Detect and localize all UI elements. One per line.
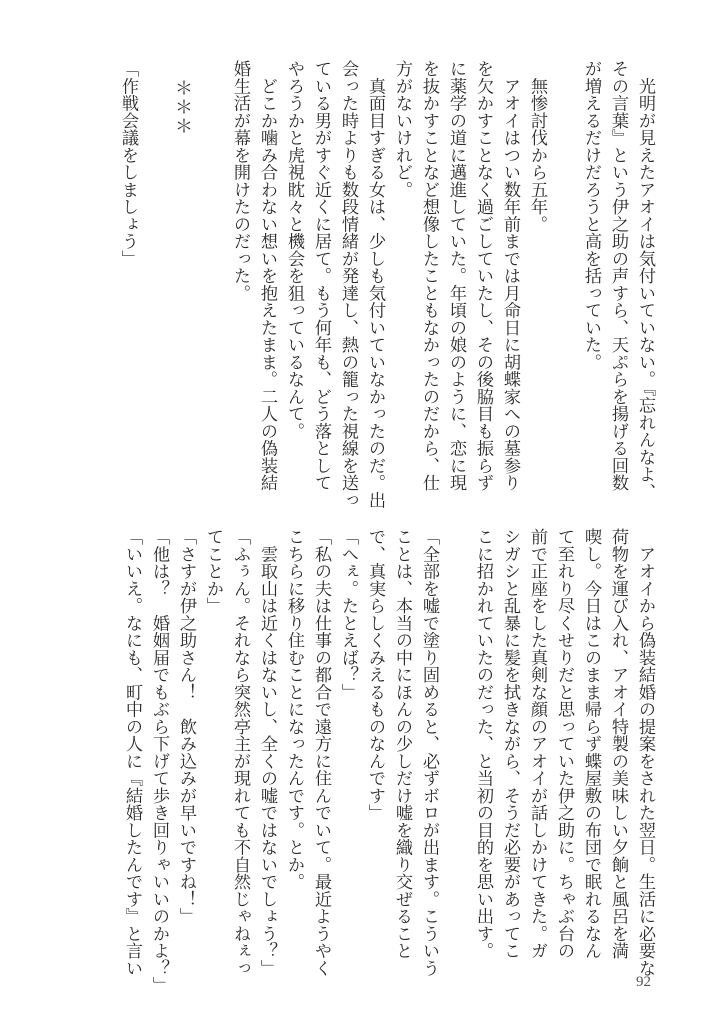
dialogue-column: こちらに移り住むことになったんです。とか。	[284, 528, 304, 891]
blank-line	[446, 528, 466, 968]
text-column: その言葉』という伊之助の声すら、天ぷらを揚げる回数	[608, 60, 628, 492]
text-column: 無惨討伐から五年。	[527, 60, 547, 233]
text-column: 婚生活が幕を開けたのだった。	[230, 60, 250, 302]
text-column: こに招かれていたのだった、と当初の目的を思い出す。	[473, 528, 493, 960]
text-column: 光明が見えたアオイは気付いていない。『忘れんなよ、	[635, 60, 655, 500]
text-column: を抜かすことなど想像したこともなかったのだから、仕	[419, 60, 439, 492]
text-column: て至れり尽くせりだと思っていた伊之助に。ちゃぶ台の	[554, 528, 574, 960]
dialogue-column: 「作戦会議をしましょう」	[118, 60, 138, 267]
dialogue-column: で、真実らしくみえるものなんです」	[365, 528, 385, 822]
dialogue-column: 「へぇ。たとえば？」	[338, 528, 358, 701]
text-column: どこか噛み合わない想いを抱えたまま。二人の偽装結	[257, 60, 277, 492]
scene-break-asterisks: ＊＊＊	[172, 60, 193, 136]
text-column: に薬学の道に邁進していた。年頃の娘のように、恋に現	[446, 60, 466, 492]
text-column: 会った時よりも数段情緒が発達し、熱の籠った視線を送っ	[338, 60, 358, 509]
dialogue-column: 「さすが伊之助さん！ 飲み込みが早いですね！」	[176, 528, 196, 925]
dialogue-column: 「私の夫は仕事の都合で遠方に住んでいて。最近ようやく	[311, 528, 331, 977]
text-column: 喫し。今日はこのまま帰らず蝶屋敷の布団で眠れるなん	[581, 528, 601, 960]
text-column: を欠かすことなく過ごしていたし、その後脇目も振らず	[473, 60, 493, 492]
dialogue-column: 「ふぅん。それなら突然亭主が現れても不自然じゃねぇっ	[230, 528, 250, 977]
blank-line	[554, 60, 574, 500]
top-tier-text-block	[0, 60, 726, 509]
page-number: 92	[636, 974, 651, 990]
text-column: アオイから偽装結婚の提案をされた翌日。生活に必要な	[635, 528, 655, 977]
text-column: 前で正座をした真剣な顔のアオイが話しかけてきた。ガ	[527, 528, 547, 960]
blank-line	[149, 60, 169, 500]
dialogue-column: 「全部を嘘で塗り固めると、必ずボロが出ます。こういう	[419, 528, 439, 977]
dialogue-column: 「いいえ。なにも、町中の人に『結婚したんです』と言い	[122, 528, 142, 977]
dialogue-column: 雲取山は近くはないし、全くの嘘ではないでしょう？」	[257, 528, 277, 977]
text-column: やろうかと虎視眈々と機会を狙っているなんて。	[284, 60, 304, 440]
text-column: が増えるだけだろうと高を括っていた。	[581, 60, 601, 371]
dialogue-column: てことか」	[203, 528, 223, 615]
dialogue-column: ことは、本当の中にほんの少しだけ嘘を織り交ぜること	[392, 528, 412, 960]
dialogue-column: 「他は？ 婚姻届でもぶら下げて歩き回りゃいいのかよ？」	[149, 528, 169, 994]
text-column: 荷物を運び入れ、アオイ特製の美味しい夕餉と風呂を満	[608, 528, 628, 960]
text-column: ている男がすぐ近くに居て。もう何年も、どう落として	[311, 60, 331, 492]
text-column: アオイはつい数年前までは月命日に胡蝶家への墓参り	[500, 60, 520, 492]
blank-line	[203, 60, 223, 500]
text-column: 方がないけれど。	[392, 60, 412, 198]
text-column: 真面目すぎる女は、少しも気付いていなかったのだ。出	[365, 60, 385, 509]
text-column: シガシと乱暴に髪を拭きながら、そうだ必要があってこ	[500, 528, 520, 960]
